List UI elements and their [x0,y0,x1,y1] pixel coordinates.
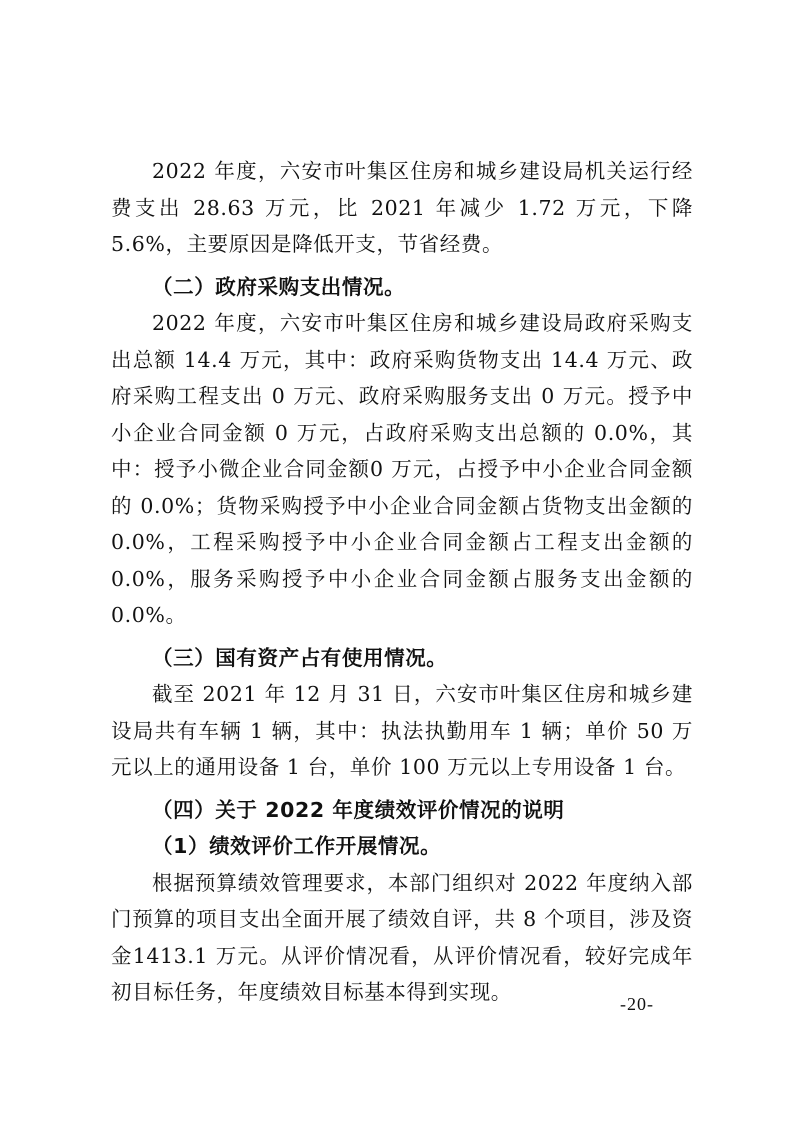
paragraph-operating-expenses: 2022 年度，六安市叶集区住房和城乡建设局机关运行经费支出 28.63 万元，比 2021 年减少 1.72 万元，下降 5.6%，主要原因是降低开支，节省经费。 [111,159,693,256]
page-number: -20- [620,994,654,1014]
document-body [111,153,693,1011]
subheading-evaluation-work: （1）绩效评价工作开展情况。 [152,834,442,858]
paragraph-government-procurement: 2022 年度，六安市叶集区住房和城乡建设局政府采购支出总额 14.4 万元，其中：政府采购货物支出 14.4 万元、政府采购工程支出 0 万元、政府采购服务支出 0 万元。授予中小企业合同金额 0 万元，占政府采购支出总额的 0.0%，其中：授予小微企业合同金额0 万元，占授予中小企业合同金额的 0.0%；货物采购授予中小企业合同金额占货物支出金额的 0.0%，工程采购授予中小企业合同金额占工程支出金额的 0.0%，服务采购授予中小企业合同金额占服务支出金额的 0.0%。 [111,311,693,627]
heading-government-procurement: （二）政府采购支出情况。 [152,274,406,299]
paragraph-evaluation-work: 根据预算绩效管理要求，本部门组织对 2022 年度纳入部门预算的项目支出全面开展了绩效自评，共 8 个项目，涉及资金1413.1 万元。从评价情况看，从评价情况看，较好完成年初目标任务，年度绩效目标基本得到实现。 [111,870,693,1004]
paragraph-state-assets: 截至 2021 年 12 月 31 日，六安市叶集区住房和城乡建设局共有车辆 1 辆，其中：执法执勤用车 1 辆；单价 50 万元以上的通用设备 1 台，单价 100 万元以上专用设备 1 台。 [111,682,693,779]
heading-state-assets: （三）国有资产占有使用情况。 [152,645,448,670]
heading-performance-evaluation: （四）关于 2022 年度绩效评价情况的说明 [152,797,565,822]
